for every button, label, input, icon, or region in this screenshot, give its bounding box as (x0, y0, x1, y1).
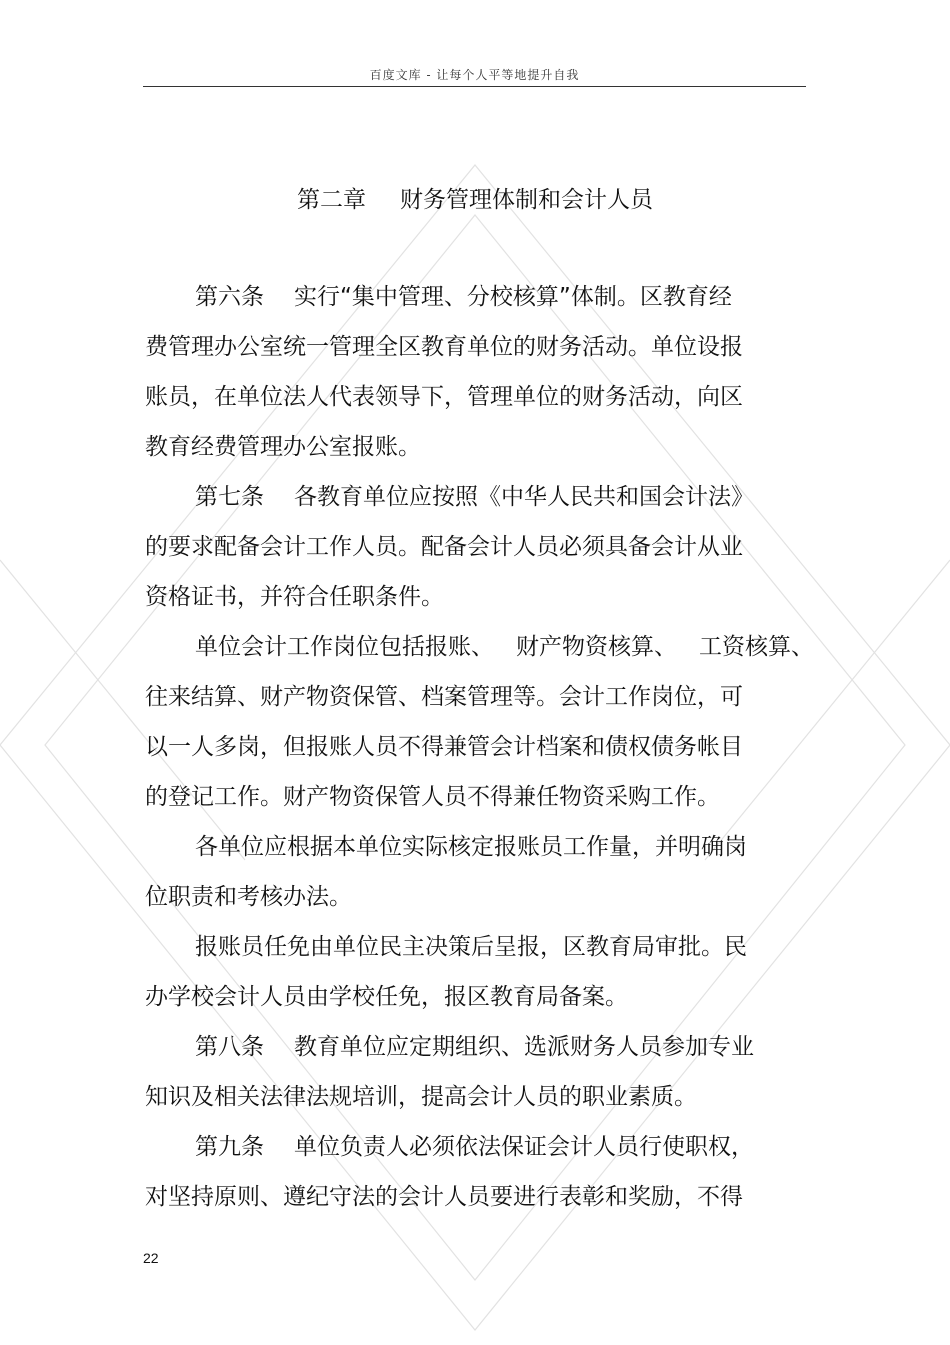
header-rule (143, 86, 806, 87)
paragraph-text: 工资核算、 (699, 634, 814, 660)
page-number: 22 (143, 1250, 159, 1266)
article-label: 第八条 (195, 1034, 264, 1060)
chapter-name: 财务管理体制和会计人员 (400, 187, 653, 213)
paragraph-text: 财产物资核算、 (516, 634, 677, 660)
paragraph-line: 账员，在单位法人代表领导下，管理单位的财务活动，向区 (145, 384, 743, 410)
article-label: 第六条 (195, 284, 264, 310)
paragraph-line: 知识及相关法律法规培训，提高会计人员的职业素质。 (145, 1084, 697, 1110)
paragraph-line (195, 631, 814, 663)
paragraph-text: 教育单位应定期组织、选派财务人员参加专业 (294, 1034, 754, 1060)
chapter-title (0, 181, 950, 214)
paragraph-line: 位职责和考核办法。 (145, 884, 352, 910)
paragraph-text: 单位会计工作岗位包括报账、 (195, 634, 494, 660)
article-label: 第七条 (195, 484, 264, 510)
paragraph-line: 对坚持原则、遵纪守法的会计人员要进行表彰和奖励，不得 (145, 1184, 743, 1210)
article-6-line (195, 281, 732, 313)
paragraph-line: 各单位应根据本单位实际核定报账员工作量，并明确岗 (195, 834, 747, 860)
paragraph-text: 单位负责人必须依法保证会计人员行使职权， (294, 1134, 754, 1160)
article-label: 第九条 (195, 1134, 264, 1160)
paragraph-line: 的登记工作。财产物资保管人员不得兼任物资采购工作。 (145, 784, 720, 810)
article-8-line (195, 1031, 754, 1063)
article-7-line (195, 481, 754, 513)
paragraph-line: 以一人多岗，但报账人员不得兼管会计档案和债权债务帐目 (145, 734, 743, 760)
paragraph-line: 往来结算、财产物资保管、档案管理等。会计工作岗位，可 (145, 684, 743, 710)
paragraph-line: 的要求配备会计工作人员。配备会计人员必须具备会计从业 (145, 534, 743, 560)
article-9-line (195, 1131, 754, 1163)
page-header: 百度文库 - 让每个人平等地提升自我 (369, 68, 580, 82)
paragraph-text: 实行“集中管理、分校核算”体制。区教育经 (294, 284, 732, 310)
chapter-number: 第二章 (297, 187, 366, 213)
paragraph-line: 教育经费管理办公室报账。 (145, 434, 421, 460)
paragraph-line: 费管理办公室统一管理全区教育单位的财务活动。单位设报 (145, 334, 743, 360)
paragraph-line: 办学校会计人员由学校任免，报区教育局备案。 (145, 984, 628, 1010)
paragraph-line: 报账员任免由单位民主决策后呈报，区教育局审批。民 (195, 934, 747, 960)
paragraph-line: 资格证书，并符合任职条件。 (145, 584, 444, 610)
paragraph-text: 各教育单位应按照《中华人民共和国会计法》 (294, 484, 754, 510)
